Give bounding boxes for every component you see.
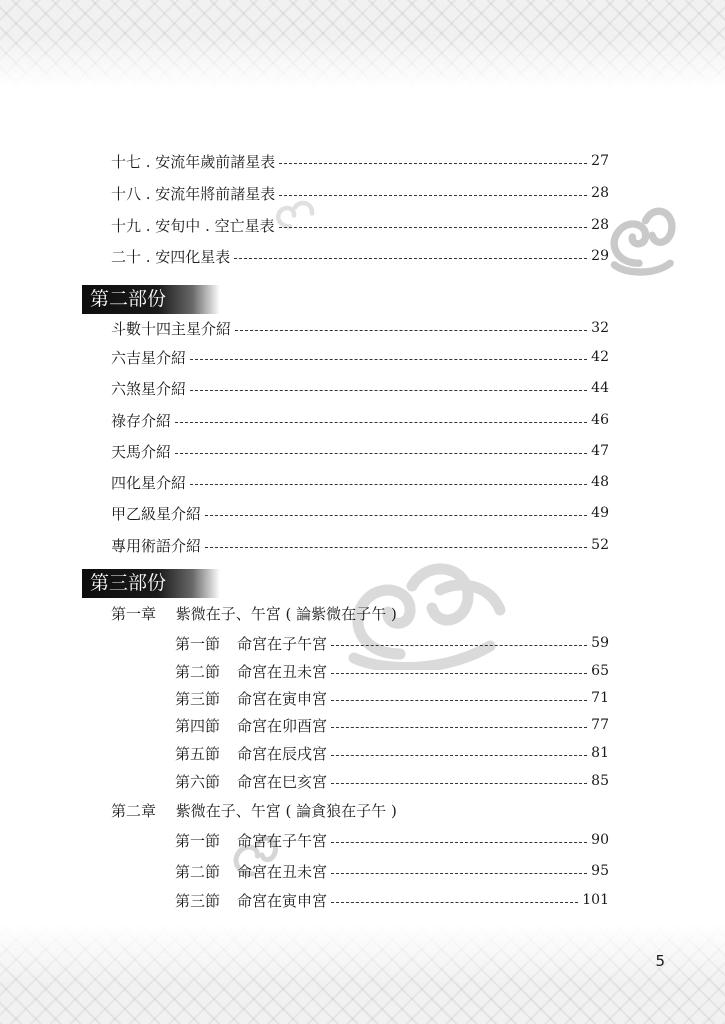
toc-entry-page: 47	[591, 443, 609, 459]
section-number: 第二節	[175, 862, 221, 881]
toc-entry-page: 27	[591, 153, 609, 169]
chapter-number: 第一章	[111, 605, 157, 623]
dot-leader	[331, 902, 578, 903]
toc-entry-label: 二十 . 安四化星表	[111, 247, 231, 266]
toc-entry-page: 46	[591, 412, 609, 428]
toc-entry[interactable]	[111, 182, 609, 204]
toc-entry[interactable]	[111, 150, 609, 172]
toc-entry-label: 天馬介紹	[111, 442, 172, 461]
chapter-number: 第二章	[111, 802, 157, 820]
top-pattern-band	[0, 0, 725, 88]
section-page: 85	[591, 773, 609, 789]
chapter-heading[interactable]	[111, 800, 397, 822]
section-label: 命宮在寅申宮	[237, 689, 328, 708]
toc-entry-label: 十七 . 安流年歲前諸星表	[111, 152, 276, 171]
toc-entry[interactable]	[111, 377, 609, 399]
dot-leader	[279, 163, 587, 164]
dot-leader	[175, 422, 587, 423]
chapter-heading[interactable]	[111, 603, 397, 625]
toc-entry[interactable]	[111, 440, 609, 462]
toc-entry-page: 28	[591, 217, 609, 233]
dot-leader	[331, 783, 587, 784]
toc-entry-label: 六吉星介紹	[111, 348, 187, 367]
section-page: 59	[591, 635, 609, 651]
part-header: 第二部份	[82, 285, 220, 314]
section-label: 命宮在丑未宮	[237, 662, 328, 681]
part-header: 第三部份	[82, 569, 220, 598]
cloud-swirl-icon	[598, 196, 680, 278]
section-number: 第三節	[175, 891, 221, 910]
toc-entry-label: 專用術語介紹	[111, 536, 202, 555]
toc-entry-page: 32	[591, 320, 609, 336]
toc-section[interactable]	[175, 770, 609, 792]
toc-entry-page: 44	[591, 380, 609, 396]
section-page: 77	[591, 717, 609, 733]
section-label: 命宮在子午宮	[237, 634, 328, 653]
section-number: 第六節	[175, 772, 221, 791]
toc-entry-page: 49	[591, 505, 609, 521]
dot-leader	[331, 842, 587, 843]
page-number: 5	[655, 952, 665, 970]
section-label: 命宮在丑未宮	[237, 862, 328, 881]
toc-entry-label: 四化星介紹	[111, 473, 187, 492]
chapter-title: 紫微在子、午宮 ( 論紫微在子午 )	[175, 605, 397, 623]
toc-entry-page: 42	[591, 349, 609, 365]
dot-leader	[331, 873, 587, 874]
section-page: 71	[591, 690, 609, 706]
toc-entry-label: 六煞星介紹	[111, 379, 187, 398]
bottom-pattern-band	[0, 924, 725, 1024]
section-page: 90	[591, 832, 609, 848]
toc-entry-page: 52	[591, 537, 609, 553]
dot-leader	[234, 258, 587, 259]
section-number: 第一節	[175, 634, 221, 653]
toc-section[interactable]	[175, 889, 609, 911]
toc-entry[interactable]	[111, 534, 609, 556]
section-number: 第二節	[175, 662, 221, 681]
dot-leader	[279, 227, 587, 228]
section-page: 65	[591, 663, 609, 679]
dot-leader	[190, 484, 587, 485]
section-label: 命宮在卯酉宮	[237, 716, 328, 735]
toc-entry-label: 甲乙級星介紹	[111, 504, 202, 523]
section-page: 95	[591, 863, 609, 879]
toc-section[interactable]	[175, 742, 609, 764]
dot-leader	[190, 390, 587, 391]
dot-leader	[331, 727, 587, 728]
section-number: 第四節	[175, 716, 221, 735]
section-page: 101	[582, 892, 609, 908]
dot-leader	[331, 645, 587, 646]
toc-entry-page: 28	[591, 185, 609, 201]
dot-leader	[205, 515, 587, 516]
toc-section[interactable]	[175, 860, 609, 882]
toc-entry[interactable]	[111, 409, 609, 431]
toc-entry[interactable]	[111, 502, 609, 524]
section-number: 第一節	[175, 831, 221, 850]
dot-leader	[205, 547, 587, 548]
dot-leader	[279, 195, 587, 196]
section-label: 命宮在辰戌宮	[237, 744, 328, 763]
toc-entry-label: 祿存介紹	[111, 411, 172, 430]
dot-leader	[190, 359, 587, 360]
section-label: 命宮在寅申宮	[237, 891, 328, 910]
toc-entry[interactable]	[111, 317, 609, 339]
toc-entry-label: 斗數十四主星介紹	[111, 319, 232, 338]
dot-leader	[331, 755, 587, 756]
chapter-title: 紫微在子、午宮 ( 論貪狼在子午 )	[175, 802, 397, 820]
toc-section[interactable]	[175, 714, 609, 736]
section-page: 81	[591, 745, 609, 761]
toc-section[interactable]	[175, 687, 609, 709]
dot-leader	[235, 330, 587, 331]
toc-entry-page: 48	[591, 474, 609, 490]
toc-entry[interactable]	[111, 471, 609, 493]
dot-leader	[175, 453, 587, 454]
toc-entry[interactable]	[111, 214, 609, 236]
section-number: 第五節	[175, 744, 221, 763]
section-label: 命宮在子午宮	[237, 831, 328, 850]
dot-leader	[331, 673, 587, 674]
toc-entry[interactable]	[111, 346, 609, 368]
section-number: 第三節	[175, 689, 221, 708]
toc-section[interactable]	[175, 632, 609, 654]
section-label: 命宮在巳亥宮	[237, 772, 328, 791]
toc-section[interactable]	[175, 660, 609, 682]
toc-entry-label: 十九 . 安旬中 . 空亡星表	[111, 216, 275, 235]
dot-leader	[331, 700, 587, 701]
toc-entry[interactable]	[111, 245, 609, 267]
toc-entry-label: 十八 . 安流年將前諸星表	[111, 184, 276, 203]
toc-section[interactable]	[175, 829, 609, 851]
toc-entry-page: 29	[591, 248, 609, 264]
